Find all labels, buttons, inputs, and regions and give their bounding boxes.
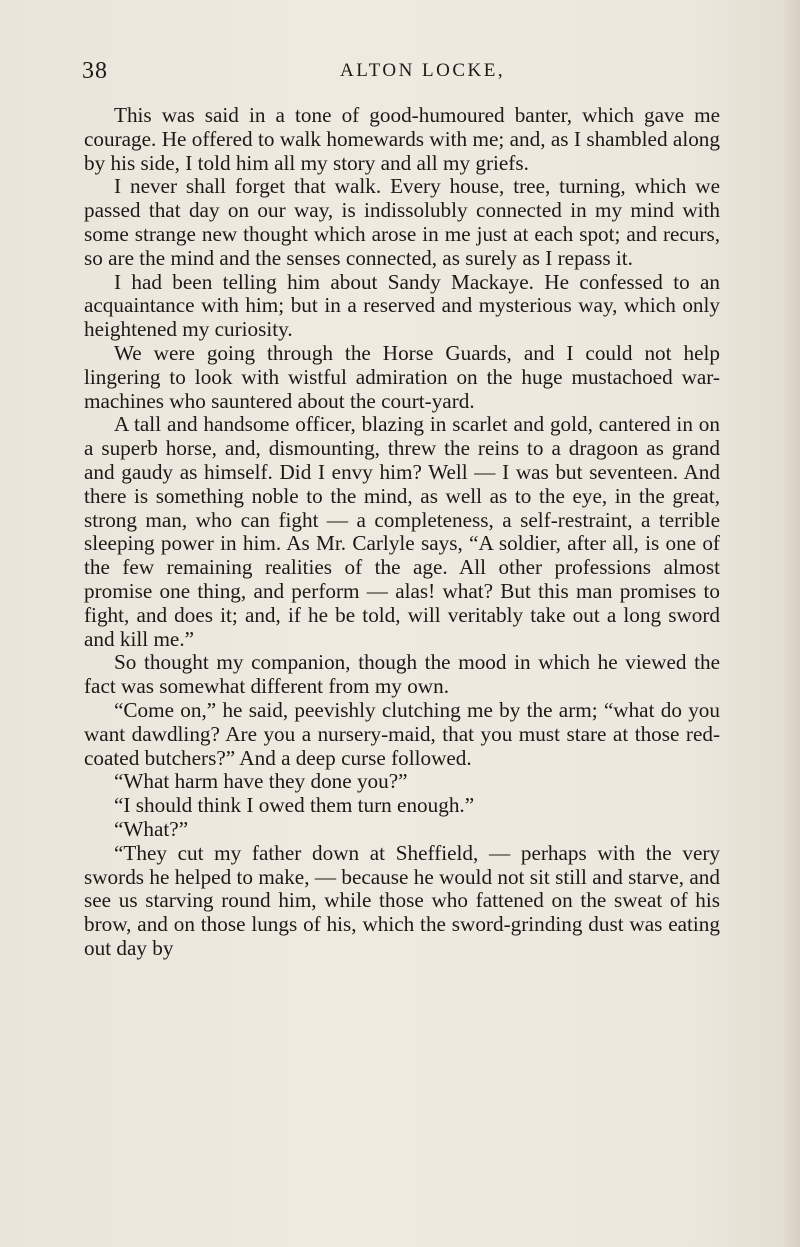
running-head: ALTON LOCKE, [340,60,506,81]
paragraph: I had been telling him about Sandy Mackaye. He confessed to an acquaintance with him; but in a reserved and mysterious way, which only heightened my curiosity. [84,269,720,342]
page-edge-shadow [782,0,800,1247]
body-text [84,104,720,961]
paragraph: “I should think I owed them turn enough.” [114,793,475,818]
paragraph: “What harm have they done you?” [114,769,408,794]
paragraph: We were going through the Horse Guards, and I could not help lingering to look with wistful admiration on the huge mustachoed war-machines who sauntered about the court-yard. [84,340,720,413]
page-number: 38 [82,58,108,84]
page-header [82,52,722,92]
paragraph: This was said in a tone of good-humoured banter, which gave me courage. He offered to walk homewards with me; and, as I shambled along by his side, I told him all my story and all my griefs. [84,103,720,175]
paragraph: “What?” [114,816,189,841]
paragraph: I never shall forget that walk. Every house, tree, turning, which we passed that day on our way, is indissolubly connected in my mind with some strange new thought which arose in me just at each spot; and recurs, so are the mind and the senses connected, as surely as I repass it. [84,174,720,270]
paragraph: “Come on,” he said, peevishly clutching me by the arm; “what do you want dawdling? Are you a nursery-maid, that you must stare at those red-coated butchers?” And a deep curse followed. [84,697,720,770]
paragraph: So thought my companion, though the mood in which he viewed the fact was somewhat different from my own. [84,650,720,699]
paragraph: A tall and handsome officer, blazing in scarlet and gold, cantered in on a superb horse, and, dismounting, threw the reins to a dragoon as grand and gaudy as himself. Did I envy him? Well — I was but seventeen. And there is something noble to the mind, as well as to the eye, in the great, strong man, who can fight — a completeness, a self-restraint, a terrible sleeping power in him. As Mr. Carlyle says, “A soldier, after all, is one of the few remaining realities of the age. All other professions almost promise one thing, and perform — alas! what? But this man promises to fight, and does it; and, if he be told, will veritably take out a long sword and kill me.” [84,412,720,651]
paragraph: “They cut my father down at Sheffield, — perhaps with the very swords he helped to make, — because he would not sit still and starve, and see us starving round him, while those who fattened on the sweat of his brow, and on those lungs of his, which the sword-grinding dust was eating out day by [84,840,720,960]
